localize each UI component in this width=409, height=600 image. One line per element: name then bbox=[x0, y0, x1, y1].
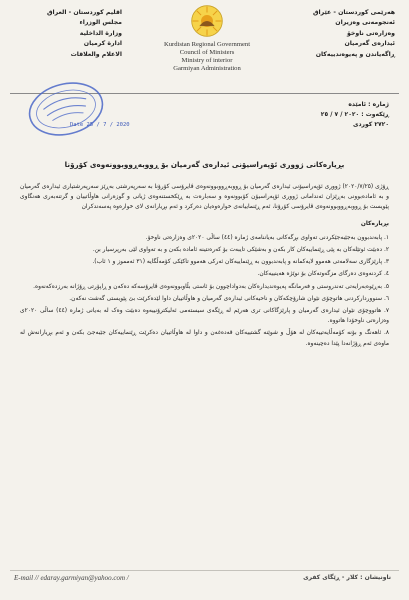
header-line: هەرێمی کوردستان - عێراق bbox=[312, 9, 395, 16]
header-line: اقليم كوردستان - العراق bbox=[47, 9, 122, 16]
footer-divider bbox=[10, 570, 399, 571]
decisions-list bbox=[20, 233, 389, 349]
reference-number: ژمارە : ئامێدە bbox=[348, 101, 389, 108]
header-english bbox=[132, 4, 282, 73]
header-english-line: Garmiyan Administration bbox=[173, 65, 241, 72]
reference-date bbox=[269, 110, 389, 120]
header-line: وەزارەتی ناوخۆ bbox=[347, 29, 395, 37]
header-line: ئەنجومەنی وەزیران bbox=[335, 19, 395, 27]
decisions-heading: بڕیارەکان bbox=[360, 220, 389, 227]
header-line: مجلس الوزراء bbox=[79, 19, 122, 27]
reference-date-label: ڕێکەوت : bbox=[361, 111, 389, 118]
reference-block bbox=[269, 100, 389, 130]
header-line: ادارة كرميان bbox=[83, 40, 122, 48]
header-english-line: Council of Ministers bbox=[179, 49, 235, 56]
reference-date-value: ٢٠٢٠ / ٧ / ٢٥ bbox=[320, 111, 360, 118]
decision-item: ١. پابەندبوون بەجێبەجێکردنی تەواوی بڕگەکانی بەیاننامەی ژمارە (٤٤) ساڵی ٢٠٢٠ی وەزارەتی ناوخۆ. bbox=[145, 234, 389, 241]
letter-subject: بڕیارەکانی ژووری ئۆپەراسیۆنی ئیدارەی گەرمیان بۆ ڕووبەڕووبوونەوەی کۆرۆنا bbox=[64, 160, 345, 169]
header-english-line: Kurdistan Regional Government bbox=[163, 41, 251, 48]
stamp-date: Date 25 / 7 / 2020 bbox=[70, 122, 130, 128]
footer-address: ناونیشان : کلار - ڕێگای کفری bbox=[303, 574, 391, 581]
header-line: ڕاگەیاندن و پەیوەندییەکان bbox=[315, 50, 395, 58]
decision-item: ٢. دەبێت ئوتێلەکان بە پێی ڕێنماییەکان کار بکەن و بەشێکی تایبەت بۆ کەرەنتینە ئامادە بکەن و بە تەواوی لێی بەرپرسیار بن. bbox=[92, 247, 389, 254]
krg-emblem-icon bbox=[190, 4, 224, 38]
header-kurdish bbox=[273, 8, 395, 60]
decision-item: ٧. هاتووچۆی نێوان ئیدارەی گەرمیان و پارێزگاکانی تری هەرێم لە ڕێگەی سیستەمی ئەلیکترۆنییەوە دەبێت وەک لە بەیانی ژمارە (٤٤) ساڵی ٢٠٢٠ی وەزارەتی ناوخۆدا هاتووە. bbox=[20, 308, 390, 325]
header-english-line: Ministry of interior bbox=[181, 57, 233, 64]
header-line: وزارة الداخلية bbox=[79, 29, 122, 37]
intro-paragraph: ڕۆژی (٢٠٢٠/٧/٢٥) ژووری ئۆپەراسیۆنی ئیدارەی گەرمیان بۆ ڕووبەڕووبوونەوەی ڤایرۆسی کۆرۆنا بە سەرپەرشتی بەڕێز سەرپەرشتیاری ئیدارەی گەرمیان و بە ئامادەبوونی بەڕێزان ئەندامانی ژووری ئۆپەراسیۆن کۆبوونەوە و سەبارەت بە ڕێکخستنەوەی ژیانی و گوزەرانی هاوڵاتییان و گرتنەبەری هەنگاوی پێویست بۆ ڕووبەڕووبوونەوەی ڤایرۆسی کۆرۆنا، ئەم ڕێنماییانەی خوارەوەیان دەرکرد و ئەم بڕیارانەی لای خوارەوە پەسەندکران bbox=[20, 184, 389, 211]
header-line: الاعلام والعلاقات bbox=[70, 50, 122, 58]
header-line: ئیدارەی گەرمیان bbox=[344, 40, 395, 48]
footer-email: E-mail // edaray.garmiyan@yahoo.com / bbox=[14, 574, 129, 582]
decision-item: ٨. ئاهەنگ و بۆنە کۆمەڵایەتییەکان لە هۆڵ و شوێنە گشتییەکان قەدەغەن و داوا لە هاوڵاتییان دەکرێت ڕێنماییەکان جێبەجێ بکەن و ئەم بڕیارانەش لە ماوەی ئەم ڕۆژانەدا پێدا دەچینەوە. bbox=[20, 330, 389, 347]
header-arabic bbox=[14, 8, 122, 60]
decision-item: ٤. کردنەوەی دەرگای مزگەوتەکان بۆ نوێژە هەینییەکان. bbox=[257, 271, 389, 278]
decision-item: ٥. بەڕێوەبەرایەتی تەندروستی و فەرمانگە پەیوەندیدارەکان بەدواداچوون بۆ ئاستی بڵاوبوونەوەی ڤایرۆسەکە دەکەن و ڕاپۆرتی ڕۆژانە بەرزدەکەنەوە. bbox=[33, 283, 389, 290]
letter-body bbox=[20, 182, 389, 351]
official-stamp-icon bbox=[20, 71, 112, 147]
decision-item: ٣. پارێزگاری سەلامەتی هەموو لایەکمانە و پابەندبوون بە ڕێنماییەکان ئەرکی هەموو تاکێکی کۆمەڵگایە (٣١ ئەمموز و ١ ئاب). bbox=[92, 259, 389, 266]
decision-item: ٦. سنووردارکردنی هاتوچۆی نێوان شارۆچکەکان و ناحیەکانی ئیدارەی گەرمیان و هاوڵاتییان داوا لێدەکرێت بێ پێویستی گەشت نەکەن. bbox=[69, 295, 389, 302]
reference-kurdish-year: ٢٧٢٠ کوردی bbox=[352, 121, 389, 128]
